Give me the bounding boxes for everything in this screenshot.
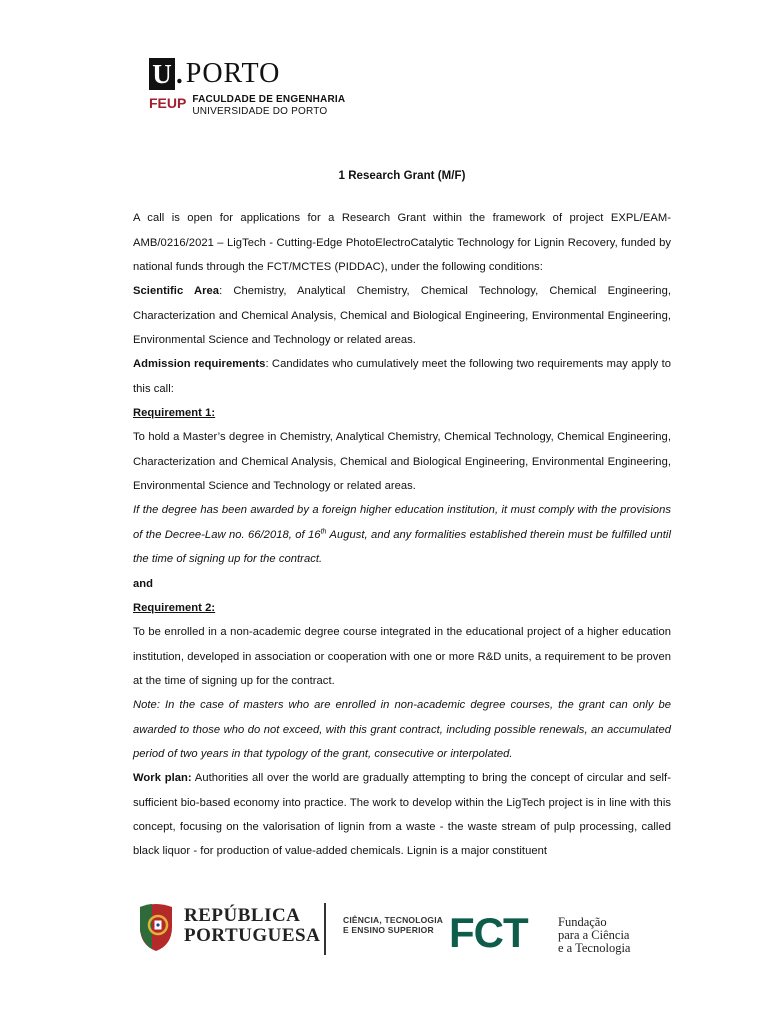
scientific-area-text: : Chemistry, Analytical Chemistry, Chemical Technology, Chemical Engineering, Characterization and Chemical Analysis, Chemical and Biological Engineering, Environmental Engineering, Environmental Science and Technology or related areas. (133, 285, 672, 347)
ministry-text (343, 915, 443, 935)
workplan-text: Authorities all over the world are gradually attempting to bring the concept of circular and self-sufficient bio-based economy into practice. The work to develop within the LigTech project is in line with this concept, focusing on the valorisation of lignin from a waste - the waste stream of pulp processing, called black liquor - for production of value-added chemicals. Lignin is a major constituent (133, 772, 671, 858)
portuguese-republic-emblem-icon (138, 901, 174, 953)
requirement2-heading (133, 596, 671, 620)
rp-line2: PORTUGUESA (184, 925, 321, 946)
fct-logo: FCT (449, 909, 528, 956)
fund-line1: Fundação (558, 915, 607, 929)
funding-logos (138, 897, 638, 959)
uporto-wordmark (149, 58, 345, 90)
faculty-name (192, 94, 345, 118)
feup-row (149, 94, 345, 118)
requirement1-note (133, 498, 671, 571)
scientific-area-paragraph (133, 279, 671, 352)
u-dot: . (176, 59, 183, 89)
intro-paragraph: A call is open for applications for a Research Grant within the framework of project EXPL/EAM-AMB/0216/2021 – LigTech - Cutting-Edge PhotoElectroCatalytic Technology for Lignin Recovery, funded by national funds through the FCT/MCTES (PIDDAC), under the following conditions: (133, 212, 671, 274)
ciencia-line1: CIÊNCIA, TECNOLOGIA (343, 915, 444, 925)
footer-divider (324, 903, 326, 955)
requirement2-text: To be enrolled in a non-academic degree course integrated in the educational project of a higher education institution, developed in association or cooperation with one or more R&D units, a requirement to be proven at the time of signing up for the contract. (133, 626, 671, 687)
feup-label: FEUP (149, 95, 187, 111)
requirement2-note: Note: In the case of masters who are enrolled in non-academic degree courses, the grant can only be awarded to those who do not exceed, with this grant contract, including possible renewals, an accumulated period of two years in that typology of the grant, consecutive or interpolated. (133, 699, 671, 760)
admission-text: : Candidates who cumulatively meet the following two requirements may apply to this call: (133, 358, 671, 395)
republica-portuguesa-text (184, 906, 320, 946)
ciencia-line2: E ENSINO SUPERIOR (343, 925, 434, 935)
u-letter-box: U (149, 58, 175, 90)
uporto-feup-logo (149, 58, 345, 118)
document-body (133, 164, 671, 864)
document-title: 1 Research Grant (M/F) (338, 170, 466, 182)
requirement1-note-sup: th (320, 528, 327, 536)
requirement1-text: To hold a Master’s degree in Chemistry, Analytical Chemistry, Chemical Technology, Chemical Engineering, Characterization and Chemical Analysis, Chemical and Biological Engineering, Environmental Engineering, Environmental Science and Technology or related areas. (133, 431, 671, 493)
and-word: and (133, 577, 154, 590)
requirement1-label: Requirement 1: (133, 407, 216, 420)
requirement1-heading (133, 401, 671, 425)
fct-foundation-text (558, 916, 630, 955)
porto-text: PORTO (185, 58, 281, 89)
requirement1-note-b: August, and any formalities established therein must be fulfilled until the time of signing up for the contract. (133, 528, 671, 566)
admission-label: Admission requirements (133, 358, 266, 371)
fund-line2: para a Ciência (558, 928, 630, 942)
requirement2-label: Requirement 2: (133, 601, 216, 614)
admission-paragraph (133, 352, 671, 401)
requirement1-note-a: If the degree has been awarded by a foreign higher education institution, it must comply with the provisions of the Decree-Law no. 66/2018, of 16 (133, 504, 671, 541)
rp-line1: REPÚBLICA (184, 905, 301, 926)
fund-line3: e a Tecnologia (558, 941, 631, 955)
faculty-line1: FACULDADE DE ENGENHARIA (192, 94, 346, 105)
workplan-label: Work plan: (133, 772, 192, 785)
faculty-line2: UNIVERSIDADE DO PORTO (192, 106, 328, 117)
workplan-paragraph (133, 766, 671, 863)
scientific-area-label: Scientific Area (133, 285, 220, 298)
